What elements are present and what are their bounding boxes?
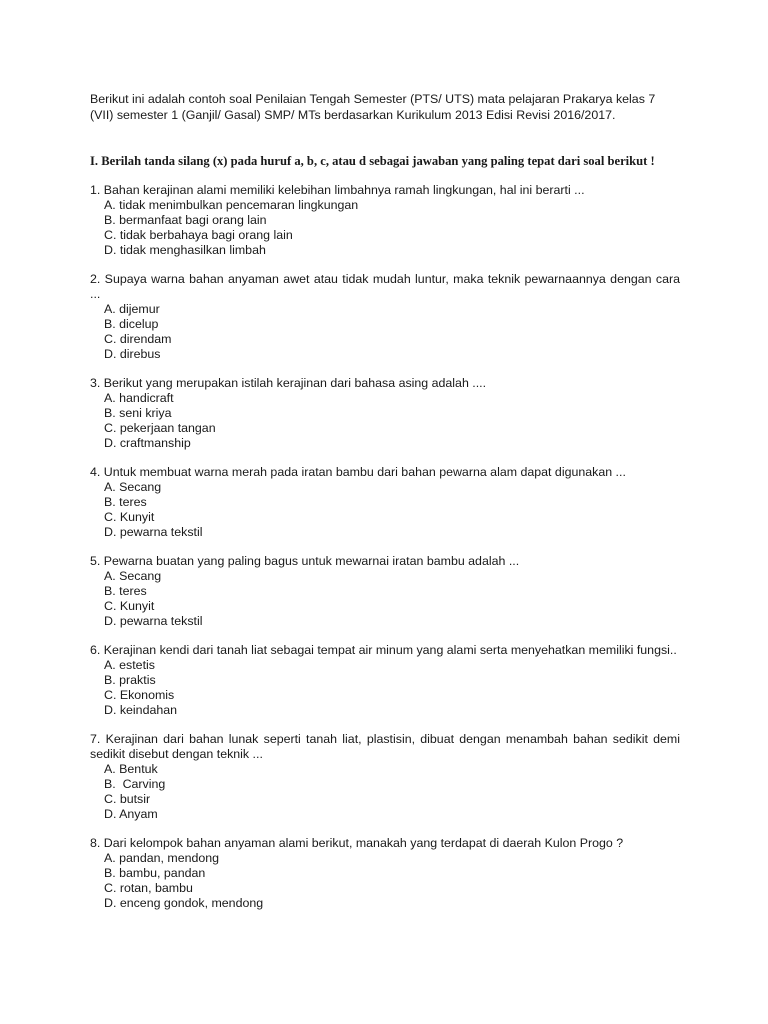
option-list bbox=[90, 391, 680, 451]
question-6 bbox=[90, 643, 680, 718]
option-list bbox=[90, 658, 680, 718]
question-4 bbox=[90, 465, 680, 540]
option-b: B. Carving bbox=[104, 777, 166, 791]
option-c: C. Kunyit bbox=[104, 599, 155, 613]
option-a: A. Secang bbox=[104, 480, 162, 494]
option-list bbox=[90, 851, 680, 911]
option-b: B. teres bbox=[104, 584, 147, 598]
option-d: D. direbus bbox=[104, 347, 161, 361]
question-5 bbox=[90, 554, 680, 629]
option-b: B. praktis bbox=[104, 673, 156, 687]
question-1 bbox=[90, 183, 680, 258]
option-c: C. direndam bbox=[104, 332, 172, 346]
section-title: I. Berilah tanda silang (x) pada huruf a, b, c, atau d sebagai jawaban yang paling tepat dari soal berikut ! bbox=[90, 154, 655, 168]
option-list bbox=[90, 762, 680, 822]
option-list bbox=[90, 480, 680, 540]
option-list bbox=[90, 302, 680, 362]
option-c: C. rotan, bambu bbox=[104, 881, 193, 895]
question-3 bbox=[90, 376, 680, 451]
option-c: C. tidak berbahaya bagi orang lain bbox=[104, 228, 293, 242]
option-a: A. handicraft bbox=[104, 391, 174, 405]
option-a: A. pandan, mendong bbox=[104, 851, 220, 865]
option-b: B. bambu, pandan bbox=[104, 866, 206, 880]
question-7 bbox=[90, 732, 680, 822]
question-text: 6. Kerajinan kendi dari tanah liat sebagai tempat air minum yang alami serta menyehatkan memiliki fungsi.. bbox=[90, 643, 677, 657]
option-c: C. Ekonomis bbox=[104, 688, 175, 702]
intro-paragraph: Berikut ini adalah contoh soal Penilaian Tengah Semester (PTS/ UTS) mata pelajaran Prakarya kelas 7 (VII) semester 1 (Ganjil/ Gasal) SMP/ MTs berdasarkan Kurikulum 2013 Edisi Revisi 2016/2017. bbox=[90, 92, 656, 122]
option-c: C. pekerjaan tangan bbox=[104, 421, 216, 435]
question-2 bbox=[90, 272, 680, 362]
option-a: A. Bentuk bbox=[104, 762, 158, 776]
option-b: B. teres bbox=[104, 495, 147, 509]
option-a: A. Secang bbox=[104, 569, 162, 583]
question-text: 2. Supaya warna bahan anyaman awet atau tidak mudah luntur, maka teknik pewarnaannya dengan cara ... bbox=[90, 272, 680, 301]
option-d: D. pewarna tekstil bbox=[104, 614, 203, 628]
question-text: 1. Bahan kerajinan alami memiliki kelebihan limbahnya ramah lingkungan, hal ini berarti ... bbox=[90, 183, 585, 197]
option-b: B. seni kriya bbox=[104, 406, 172, 420]
question-8 bbox=[90, 836, 680, 911]
question-text: 4. Untuk membuat warna merah pada iratan bambu dari bahan pewarna alam dapat digunakan ... bbox=[90, 465, 626, 479]
option-b: B. dicelup bbox=[104, 317, 159, 331]
option-d: D. Anyam bbox=[104, 807, 158, 821]
option-a: A. tidak menimbulkan pencemaran lingkungan bbox=[104, 198, 359, 212]
question-text: 8. Dari kelompok bahan anyaman alami berikut, manakah yang terdapat di daerah Kulon Progo ? bbox=[90, 836, 624, 850]
question-text: 7. Kerajinan dari bahan lunak seperti tanah liat, plastisin, dibuat dengan menambah bahan sedikit demi sedikit disebut dengan teknik ... bbox=[90, 732, 680, 761]
option-d: D. keindahan bbox=[104, 703, 178, 717]
option-c: C. Kunyit bbox=[104, 510, 155, 524]
option-d: D. craftmanship bbox=[104, 436, 191, 450]
question-text: 5. Pewarna buatan yang paling bagus untuk mewarnai iratan bambu adalah ... bbox=[90, 554, 520, 568]
option-list bbox=[90, 198, 680, 258]
option-list bbox=[90, 569, 680, 629]
question-text: 3. Berikut yang merupakan istilah kerajinan dari bahasa asing adalah .... bbox=[90, 376, 487, 390]
option-b: B. bermanfaat bagi orang lain bbox=[104, 213, 267, 227]
option-c: C. butsir bbox=[104, 792, 151, 806]
option-d: D. enceng gondok, mendong bbox=[104, 896, 264, 910]
question-list bbox=[90, 183, 680, 925]
option-a: A. dijemur bbox=[104, 302, 160, 316]
option-d: D. pewarna tekstil bbox=[104, 525, 203, 539]
option-a: A. estetis bbox=[104, 658, 155, 672]
option-d: D. tidak menghasilkan limbah bbox=[104, 243, 266, 257]
